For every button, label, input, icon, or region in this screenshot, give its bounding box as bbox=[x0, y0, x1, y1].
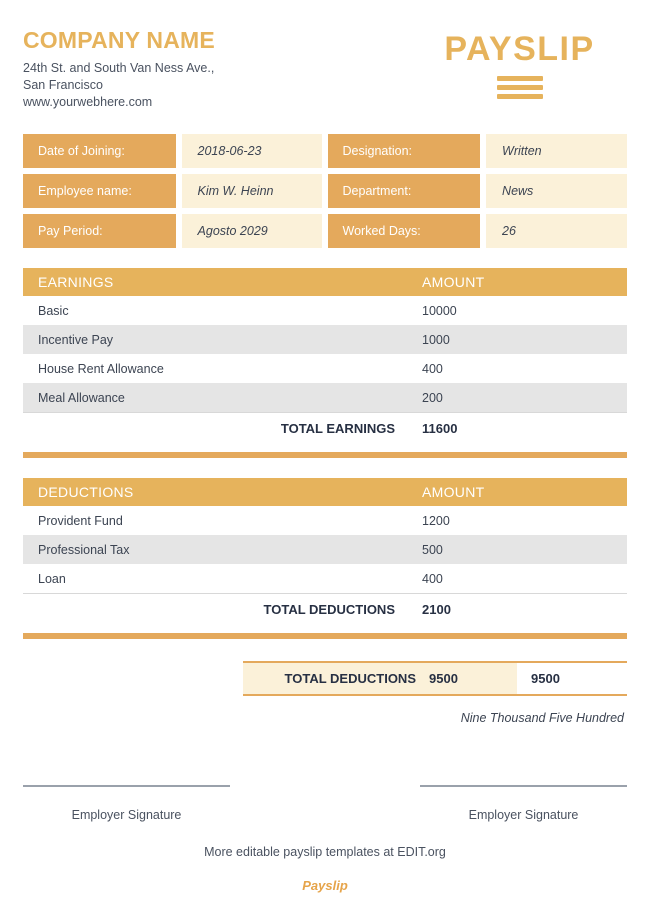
earnings-item-amount: 200 bbox=[422, 390, 443, 405]
signature-block-right bbox=[420, 785, 627, 822]
company-block bbox=[23, 28, 353, 111]
net-pay-amount-in-words: Nine Thousand Five Hundred bbox=[460, 711, 624, 726]
section-divider-bar bbox=[23, 452, 627, 458]
net-pay-label: TOTAL DEDUCTIONS bbox=[284, 671, 416, 687]
deductions-total-row bbox=[23, 594, 627, 624]
employee-info-grid bbox=[23, 134, 627, 248]
signature-section bbox=[23, 785, 627, 822]
table-row bbox=[23, 383, 627, 412]
net-pay-amount: 9500 bbox=[429, 671, 458, 687]
earnings-table-header bbox=[23, 268, 627, 296]
deductions-item-description: Professional Tax bbox=[38, 542, 130, 557]
earnings-total-label: TOTAL EARNINGS bbox=[280, 420, 395, 436]
hamburger-bar bbox=[497, 94, 543, 99]
earnings-item-description: Incentive Pay bbox=[38, 332, 114, 347]
net-pay-bottom-rule bbox=[243, 694, 627, 696]
table-row bbox=[23, 296, 627, 325]
table-row bbox=[23, 354, 627, 383]
info-row bbox=[23, 134, 627, 168]
company-name: COMPANY NAME bbox=[23, 27, 215, 53]
document-header bbox=[23, 0, 627, 111]
page-title: PAYSLIP bbox=[444, 30, 595, 68]
hamburger-bar bbox=[497, 76, 543, 81]
info-label-designation: Designation: bbox=[328, 134, 481, 168]
deductions-item-amount: 400 bbox=[422, 571, 443, 586]
deductions-item-description: Provident Fund bbox=[38, 513, 123, 528]
company-website: www.yourwebhere.com bbox=[23, 95, 153, 110]
deductions-item-description: Loan bbox=[38, 571, 66, 586]
footer-note: More editable payslip templates at EDIT.org bbox=[204, 845, 446, 859]
signature-line bbox=[23, 785, 230, 787]
table-row bbox=[23, 325, 627, 354]
footer-logo: Payslip bbox=[302, 878, 348, 893]
info-value-employee-name[interactable]: Kim W. Heinn bbox=[182, 174, 322, 208]
info-label-date-of-joining: Date of Joining: bbox=[23, 134, 176, 168]
hamburger-bar bbox=[497, 85, 543, 90]
company-address-line-1: 24th St. and South Van Ness Ave., bbox=[23, 61, 215, 76]
earnings-item-amount: 400 bbox=[422, 361, 443, 376]
earnings-item-description: Meal Allowance bbox=[38, 390, 125, 405]
info-value-designation[interactable]: Written bbox=[486, 134, 627, 168]
table-row bbox=[23, 506, 627, 535]
earnings-item-description: House Rent Allowance bbox=[38, 361, 164, 376]
info-value-worked-days[interactable]: 26 bbox=[486, 214, 627, 248]
signature-label-right: Employer Signature bbox=[468, 808, 579, 822]
info-row bbox=[23, 214, 627, 248]
deductions-item-amount: 1200 bbox=[422, 513, 450, 528]
deductions-total-amount: 2100 bbox=[422, 601, 451, 617]
info-label-worked-days: Worked Days: bbox=[328, 214, 481, 248]
deductions-table-header bbox=[23, 478, 627, 506]
net-pay-row bbox=[243, 663, 627, 694]
deductions-item-amount: 500 bbox=[422, 542, 443, 557]
info-label-employee-name: Employee name: bbox=[23, 174, 176, 208]
earnings-total-row bbox=[23, 413, 627, 443]
earnings-header-amount: AMOUNT bbox=[422, 274, 485, 291]
signature-label-left: Employer Signature bbox=[71, 808, 182, 822]
info-value-department[interactable]: News bbox=[486, 174, 627, 208]
net-pay-secondary-amount: 9500 bbox=[517, 663, 627, 694]
earnings-total-amount: 11600 bbox=[422, 420, 458, 436]
signature-line bbox=[420, 785, 627, 787]
info-label-pay-period: Pay Period: bbox=[23, 214, 176, 248]
deductions-header-amount: AMOUNT bbox=[422, 484, 485, 501]
earnings-header-description: EARNINGS bbox=[38, 274, 114, 291]
net-pay-section bbox=[23, 661, 627, 725]
earnings-section bbox=[23, 268, 627, 458]
company-address-line-2: San Francisco bbox=[23, 78, 103, 93]
document-footer bbox=[0, 845, 650, 893]
earnings-item-amount: 10000 bbox=[422, 303, 457, 318]
deductions-section bbox=[23, 478, 627, 639]
deductions-header-description: DEDUCTIONS bbox=[38, 484, 134, 501]
info-value-date-of-joining[interactable]: 2018-06-23 bbox=[182, 134, 322, 168]
net-pay-left-cell bbox=[243, 663, 517, 694]
title-block bbox=[412, 28, 627, 99]
deductions-total-label: TOTAL DEDUCTIONS bbox=[263, 601, 395, 617]
table-row bbox=[23, 564, 627, 593]
earnings-item-description: Basic bbox=[38, 303, 69, 318]
info-label-department: Department: bbox=[328, 174, 481, 208]
info-row bbox=[23, 174, 627, 208]
section-divider-bar bbox=[23, 633, 627, 639]
earnings-item-amount: 1000 bbox=[422, 332, 450, 347]
signature-block-left bbox=[23, 785, 230, 822]
hamburger-icon bbox=[497, 76, 543, 99]
table-row bbox=[23, 535, 627, 564]
info-value-pay-period[interactable]: Agosto 2029 bbox=[182, 214, 322, 248]
